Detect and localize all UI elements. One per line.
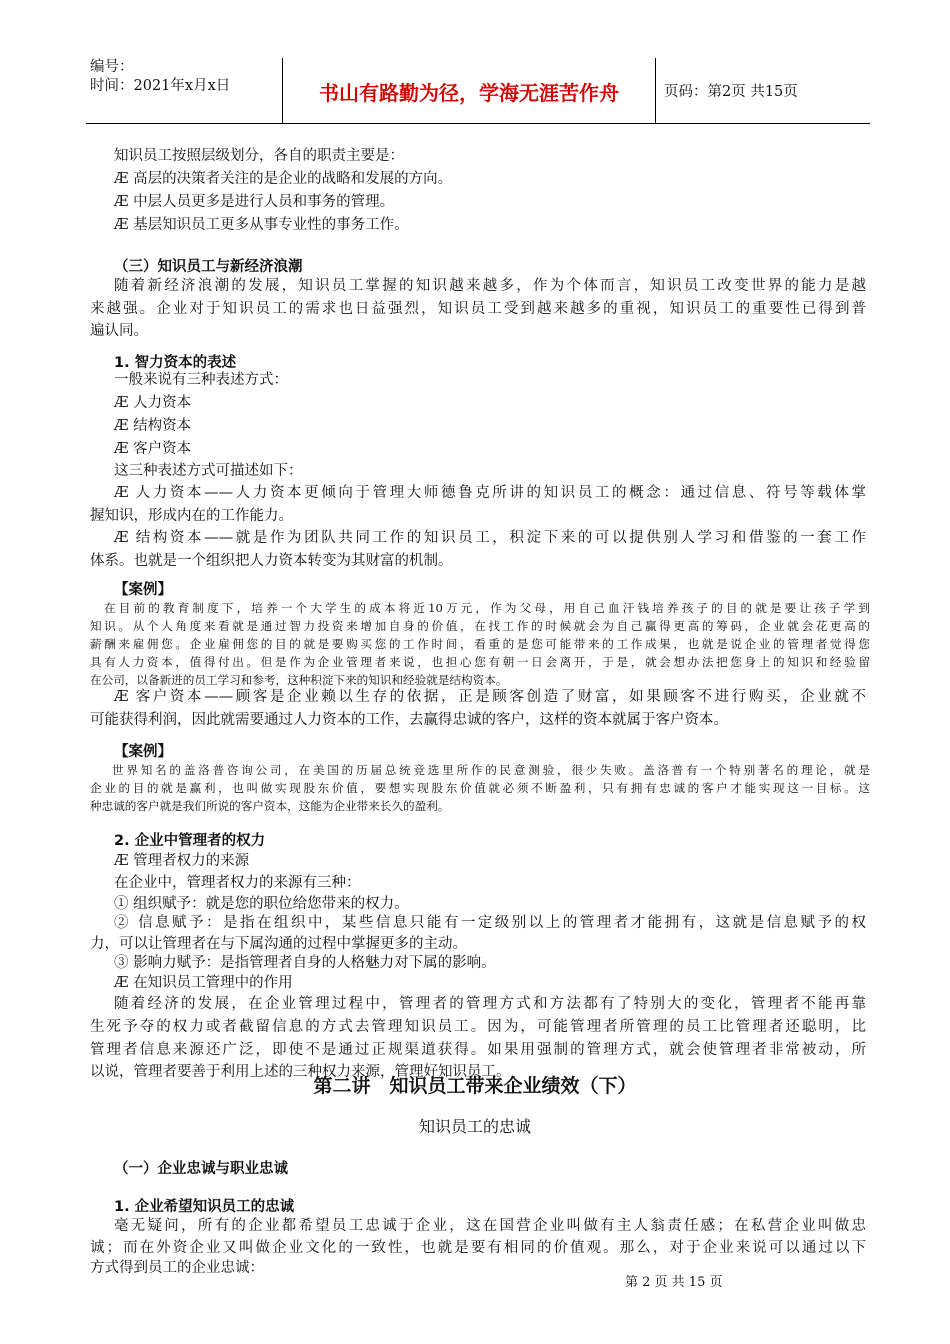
text-line: 握知识，形成内在的工作能力。	[90, 508, 293, 524]
number-label: 编号：	[90, 59, 134, 75]
text-line: 在企业中，管理者权力的来源有三种：	[114, 875, 361, 891]
text-line: 方式得到员工的企业忠诚：	[90, 1260, 264, 1276]
subsection-heading: 1. 智力资本的表述	[114, 355, 237, 371]
header-divider	[86, 123, 870, 124]
bullet-line: Æ 结构资本	[114, 418, 192, 434]
lecture-title: 第二讲 知识员工带来企业绩效（下）	[313, 1075, 637, 1097]
text-line: 以说，管理者要善于利用上述的三种权力来源，管理好知识员工。	[90, 1064, 511, 1080]
text-line: 一般来说有三种表述方式：	[114, 372, 288, 388]
page-footer: 第 2 页 共 15 页	[625, 1275, 723, 1290]
bullet-line: Æ 基层知识员工更多从事专业性的事务工作。	[114, 217, 409, 233]
bullet-line: Æ 高层的决策者关注的是企业的战略和发展的方向。	[114, 171, 453, 187]
case-text: 企业的目的就是赢利，也叫做实现股东价值，要想实现股东价值就必须不断盈利，只有拥有忠诚的客户才能实现这一目标。这	[90, 781, 870, 795]
text-line: 随着经济的发展，在企业管理过程中，管理者的管理方式和方法都有了特别大的变化，管理者不能再靠	[114, 996, 866, 1012]
section-heading: （三）知识员工与新经济浪潮	[114, 259, 303, 275]
bullet-line: Æ 人力资本——人力资本更倾向于管理大师德鲁克所讲的知识员工的概念：通过信息、符号等载体掌	[114, 485, 866, 501]
case-text: 知识。从个人角度来看就是通过智力投资来增加自身的价值，在找工作的时候就会为自己赢得更高的筹码，企业就会花更高的	[90, 619, 870, 633]
section-heading: （一）企业忠诚与职业忠诚	[114, 1161, 288, 1177]
case-text: 种忠诚的客户就是我们所说的客户资本，这能为企业带来长久的盈利。	[90, 799, 450, 813]
bullet-line: Æ 在知识员工管理中的作用	[114, 975, 293, 991]
text-line: 知识员工按照层级划分，各自的职责主要是：	[114, 148, 404, 164]
text-line: 生死予夺的权力或者截留信息的方式去管理知识员工。因为，可能管理者所管理的员工比管理者还聪明，比	[90, 1019, 866, 1035]
text-line: 毫无疑问，所有的企业都希望员工忠诚于企业，这在国营企业叫做有主人翁责任感；在私营企业叫做忠	[114, 1218, 866, 1234]
bullet-line: Æ 管理者权力的来源	[114, 853, 250, 869]
bullet-line: Æ 客户资本——顾客是企业赖以生存的依据，正是顾客创造了财富，如果顾客不进行购买，企业就不	[114, 689, 866, 705]
header-page-label: 页码：第2页 共15页	[664, 84, 798, 100]
text-line: 这三种表述方式可描述如下：	[114, 463, 303, 479]
subsection-heading: 2. 企业中管理者的权力	[114, 833, 266, 849]
case-heading: 【案例】	[114, 744, 172, 760]
numbered-line: ② 信息赋予：是指在组织中，某些信息只能有一定级别以上的管理者才能拥有，这就是信息赋予的权	[114, 915, 866, 931]
text-line: 力，可以让管理者在与下属沟通的过程中掌握更多的主动。	[90, 936, 467, 952]
time-label: 时间：2021年x月x日	[90, 78, 231, 94]
case-heading: 【案例】	[114, 582, 172, 598]
text-line: 体系。也就是一个组织把人力资本转变为其财富的机制。	[90, 553, 453, 569]
text-line: 可能获得利润，因此就需要通过人力资本的工作，去赢得忠诚的客户，这样的资本就属于客户资本。	[90, 712, 728, 728]
case-text: 薪酬来雇佣您。企业雇佣您的目的就是要购买您的工作时间，看重的是您可能带来的工作成果，也就是说企业的管理者觉得您	[90, 637, 870, 651]
text-line: 管理者信息来源还广泛，即使不是通过正规渠道获得。如果用强制的管理方式，就会使管理者非常被动，所	[90, 1042, 866, 1058]
bullet-line: Æ 中层人员更多是进行人员和事务的管理。	[114, 194, 395, 210]
numbered-line: ③ 影响力赋予：是指管理者自身的人格魅力对下属的影响。	[114, 955, 496, 971]
header-motto: 书山有路勤为径，学海无涯苦作舟	[282, 58, 656, 124]
text-line: 来越强。企业对于知识员工的需求也日益强烈，知识员工受到越来越多的重视，知识员工的重要性已得到普	[90, 301, 866, 317]
case-text: 具有人力资本，值得付出。但是作为企业管理者来说，也担心您有朝一日会离开，于是，就会想办法把您身上的知识和经验留	[90, 655, 870, 669]
text-line: 随着新经济浪潮的发展，知识员工掌握的知识越来越多，作为个体而言，知识员工改变世界的能力是越	[114, 278, 866, 294]
bullet-line: Æ 客户资本	[114, 441, 192, 457]
case-text: 在公司，以备新进的员工学习和参考，这种积淀下来的知识和经验就是结构资本。	[90, 673, 508, 687]
bullet-line: Æ 结构资本——就是作为团队共同工作的知识员工，积淀下来的可以提供别人学习和借鉴的一套工作	[114, 530, 866, 546]
text-line: 遍认同。	[90, 323, 148, 339]
bullet-line: Æ 人力资本	[114, 395, 192, 411]
section-title: 知识员工的忠诚	[418, 1117, 531, 1136]
case-text: 世界知名的盖洛普咨询公司，在美国的历届总统竞选里所作的民意测验，很少失败。盖洛普有一个特别著名的理论，就是	[112, 763, 870, 777]
case-text: 在目前的教育制度下，培养一个大学生的成本将近10万元，作为父母，用自己血汗钱培养孩子的目的就是要让孩子学到	[104, 601, 870, 615]
numbered-line: ① 组织赋予：就是您的职位给您带来的权力。	[114, 896, 409, 912]
header-meta	[90, 58, 280, 96]
subsection-heading: 1. 企业希望知识员工的忠诚	[114, 1199, 295, 1215]
text-line: 诚；而在外资企业又叫做企业文化的一致性，也就是要有相同的价值观。那么，对于企业来说可以通过以下	[90, 1240, 866, 1256]
